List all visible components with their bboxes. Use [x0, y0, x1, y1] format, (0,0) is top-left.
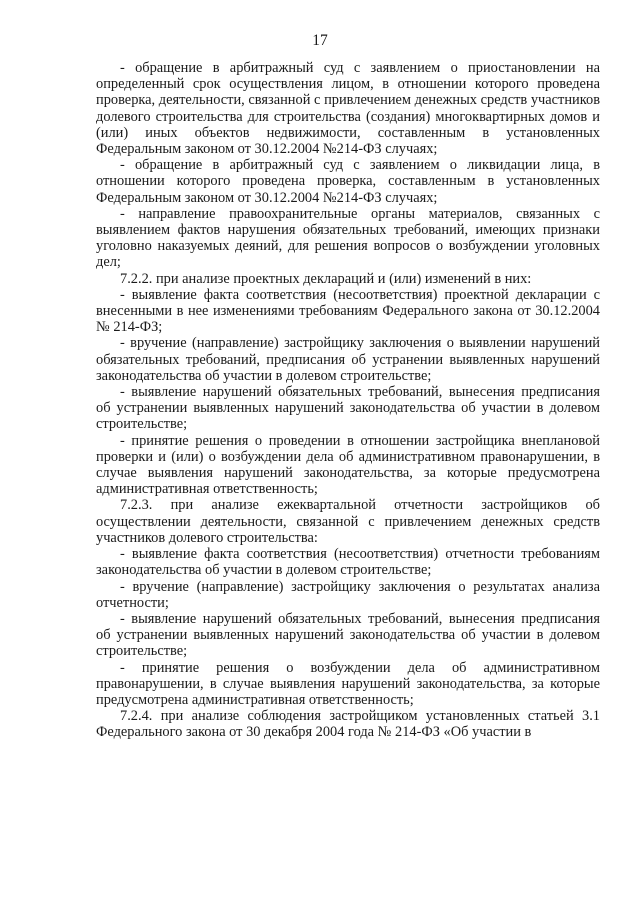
- page-number: 17: [312, 32, 328, 49]
- paragraph: - принятие решения о возбуждении дела об административном правонарушении, в случае выявления нарушений законодательства, за которые предусмотрена административная ответственность;: [96, 659, 600, 708]
- paragraph: - вручение (направление) застройщику заключения о выявлении нарушений обязательных требований, предписания об устранении выявленных нарушений законодательства об участии в долевом строительстве;: [96, 335, 600, 384]
- paragraph: - выявление факта соответствия (несоответствия) проектной декларации с внесенными в нее изменениями требованиям Федерального закона от 30.12.2004 № 214-ФЗ;: [96, 286, 600, 336]
- paragraph: - выявление факта соответствия (несоответствия) отчетности требованиям законодательства об участии в долевом строительстве;: [96, 546, 600, 579]
- document-body: [96, 60, 600, 741]
- paragraph: - выявление нарушений обязательных требований, вынесения предписания об устранении выявленных нарушений законодательства об участии в долевом строительстве;: [96, 384, 600, 433]
- paragraph: - направление правоохранительные органы материалов, связанных с выявлением фактов нарушения обязательных требований, имеющих признаки уголовно наказуемых деяний, для решения вопросов о возбуждении уголовных дел;: [96, 205, 600, 271]
- paragraph: - вручение (направление) застройщику заключения о результатах анализа отчетности;: [96, 578, 600, 611]
- paragraph: - выявление нарушений обязательных требований, вынесения предписания об устранении выявленных нарушений законодательства об участии в долевом строительстве;: [96, 610, 600, 660]
- section-heading: 7.2.3. при анализе ежеквартальной отчетности застройщиков об осуществлении деятельности, связанной с привлечением денежных средств участников долевого строительства:: [96, 497, 600, 546]
- paragraph: - обращение в арбитражный суд с заявлением о ликвидации лица, в отношении которого проведена проверка, составленным в установленных Федеральным законом от 30.12.2004 №214-ФЗ случаях;: [96, 157, 600, 206]
- section-heading: 7.2.4. при анализе соблюдения застройщиком установленных статьей 3.1 Федерального закона от 30 декабря 2004 года № 214-ФЗ «Об участии в: [96, 708, 600, 741]
- paragraph: - обращение в арбитражный суд с заявлением о приостановлении на определенный срок осуществления лицом, в отношении которого проведена проверка, деятельности, связанной с привлечением денежных средств участников долевого строительства для строительства (создания) многоквартирных домов и (или) иных объектов недвижимости, составленным в установленных Федеральным законом от 30.12.2004 №214-ФЗ случаях;: [96, 60, 600, 158]
- paragraph: - принятие решения о проведении в отношении застройщика внеплановой проверки и (или) о возбуждении дела об административном правонарушении, в случае выявления нарушений законодательства, за которые предусмотрена административная ответственность;: [96, 432, 600, 498]
- section-heading: 7.2.2. при анализе проектных деклараций и (или) изменений в них:: [120, 270, 532, 287]
